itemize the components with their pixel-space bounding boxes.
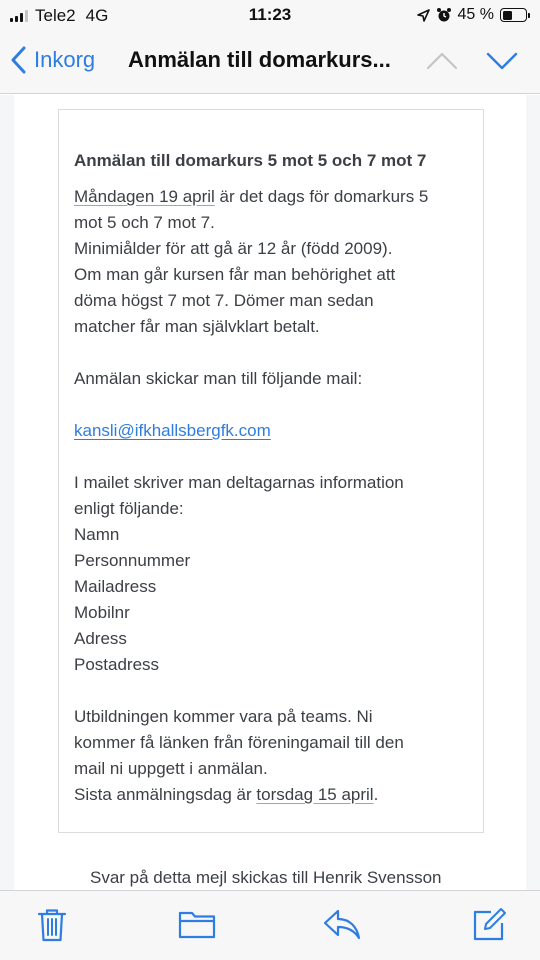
back-label: Inkorg <box>34 47 96 72</box>
mail-content[interactable] <box>0 95 540 890</box>
message-line <box>74 782 468 808</box>
message-line: Anmälan skickar man till följande mail: <box>74 369 363 388</box>
email-link[interactable]: kansli@ifkhallsbergfk.com <box>74 421 271 440</box>
carrier-name: Tele2 <box>35 6 76 25</box>
field-item: Namn <box>74 525 120 544</box>
delete-button[interactable] <box>36 907 68 948</box>
bottom-toolbar <box>0 890 540 960</box>
battery-percent: 45 % <box>457 6 494 23</box>
message-title: Anmälan till domarkurs 5 mot 5 och 7 mot 7 <box>74 151 427 170</box>
message-line: I mailet skriver man deltagarnas information <box>74 473 404 492</box>
compose-button[interactable] <box>471 907 507 948</box>
folder-icon <box>178 907 216 941</box>
chevron-left-icon <box>10 46 26 74</box>
status-bar <box>0 0 540 30</box>
message-line: Utbildningen kommer vara på teams. Ni <box>74 707 373 726</box>
next-message-button[interactable] <box>486 48 518 77</box>
field-item: Personnummer <box>74 551 191 570</box>
message-line: mot 5 och 7 mot 7. <box>74 213 215 232</box>
message-text: . <box>373 785 379 804</box>
location-arrow-icon <box>417 9 430 22</box>
message-line: enligt följande: <box>74 499 184 518</box>
email-line <box>74 418 468 444</box>
message-line: Om man går kursen får man behörighet att <box>74 265 396 284</box>
field-item: Adress <box>74 629 127 648</box>
field-item: Mailadress <box>74 577 157 596</box>
reply-note: Svar på detta mejl skickas till Henrik Svensson <box>90 868 442 887</box>
network-type: 4G <box>85 6 109 25</box>
status-time: 11:23 <box>248 5 292 24</box>
message-line: mail ni uppgett i anmälan. <box>74 759 268 778</box>
reply-icon <box>323 907 361 941</box>
message-line: matcher får man självklart betalt. <box>74 317 320 336</box>
chevron-down-icon <box>486 48 518 72</box>
nav-title: Anmälan till domarkurs... <box>128 47 391 72</box>
message-line <box>74 184 468 210</box>
mail-body <box>14 95 526 890</box>
move-to-folder-button[interactable] <box>178 907 216 946</box>
status-right <box>417 6 530 24</box>
chevron-up-icon <box>426 48 458 72</box>
message-line: kommer få länken från föreningamail till den <box>74 733 404 752</box>
field-item: Postadress <box>74 655 160 674</box>
reply-button[interactable] <box>323 907 361 946</box>
compose-icon <box>471 907 507 943</box>
trash-icon <box>36 907 68 943</box>
date-link[interactable]: Måndagen 19 april <box>74 187 215 206</box>
message-text: Sista anmälningsdag är <box>74 785 257 804</box>
message-line: Minimiålder för att gå är 12 år (född 2009). <box>74 239 393 258</box>
message-box <box>58 109 484 833</box>
message-text: är det dags för domarkurs 5 <box>214 187 429 206</box>
field-item: Mobilnr <box>74 603 130 622</box>
alarm-icon <box>436 7 452 23</box>
battery-icon <box>500 8 530 22</box>
nav-bar <box>0 30 540 94</box>
deadline-date-link[interactable]: torsdag 15 april <box>256 785 374 804</box>
previous-message-button[interactable] <box>426 48 458 77</box>
message-line: döma högst 7 mot 7. Dömer man sedan <box>74 291 374 310</box>
battery-fill <box>503 11 513 20</box>
back-button[interactable] <box>10 46 95 74</box>
